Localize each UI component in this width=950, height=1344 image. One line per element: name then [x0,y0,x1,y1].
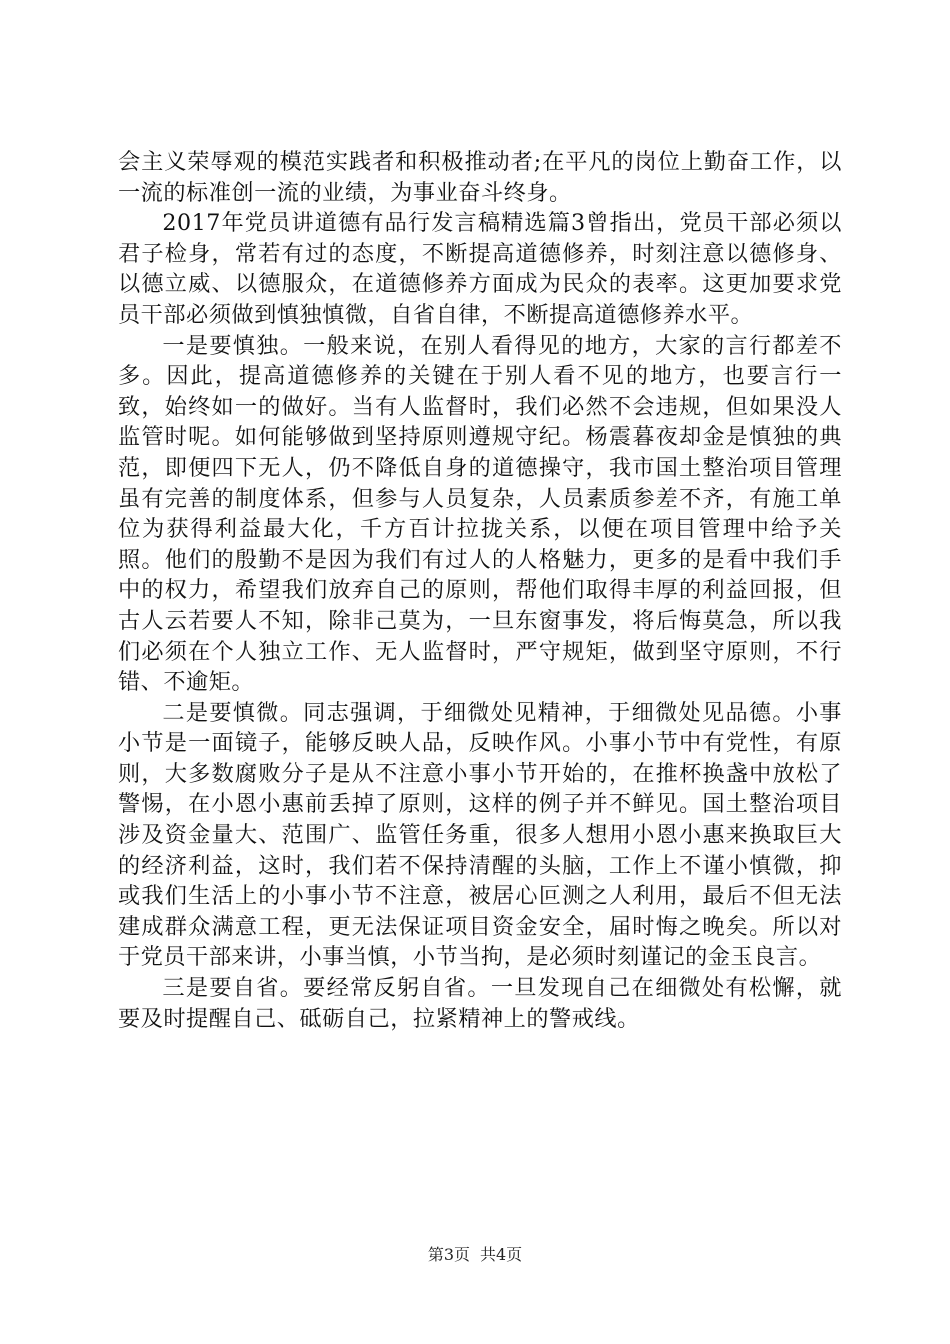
paragraph: 三是要自省。要经常反躬自省。一旦发现自己在细微处有松懈，就要及时提醒自己、砥砺自己，拉紧精神上的警戒线。 [118,975,842,1032]
paragraph: 一是要慎独。一般来说，在别人看得见的地方，大家的言行都差不多。因此，提高道德修养的关键在于别人看不见的地方，也要言行一致，始终如一的做好。当有人监督时，我们必然不会违规，但如果没人监管时呢。如何能够做到坚持原则遵规守纪。杨震暮夜却金是慎独的典范，即便四下无人，仍不降低自身的道德操守，我市国土整治项目管理虽有完善的制度体系，但参与人员复杂，人员素质参差不齐，有施工单位为获得利益最大化，千方百计拉拢关系，以便在项目管理中给予关照。他们的殷勤不是因为我们有过人的人格魅力，更多的是看中我们手中的权力，希望我们放弃自己的原则，帮他们取得丰厚的利益回报，但古人云若要人不知，除非己莫为，一旦东窗事发，将后悔莫急，所以我们必须在个人独立工作、无人监督时，严守规矩，做到坚守原则，不行错、不逾矩。 [118,332,842,696]
paragraph: 二是要慎微。同志强调，于细微处见精神，于细微处见品德。小事小节是一面镜子，能够反映人品，反映作风。小事小节中有党性，有原则，大多数腐败分子是从不注意小事小节开始的，在推杯换盏中放松了警惕，在小恩小惠前丢掉了原则，这样的例子并不鲜见。国土整治项目涉及资金量大、范围广、监管任务重，很多人想用小恩小惠来换取巨大的经济利益，这时，我们若不保持清醒的头脑，工作上不谨小慎微，抑或我们生活上的小事小节不注意，被居心叵测之人利用，最后不但无法建成群众满意工程，更无法保证项目资金安全，届时悔之晚矣。所以对于党员干部来讲，小事当慎，小节当拘，是必须时刻谨记的金玉良言。 [118,699,842,971]
page-number: 第3页 [427,1245,470,1264]
paragraph: 2017年党员讲道德有品行发言稿精选篇3曾指出，党员干部必须以君子检身，常若有过的态度，不断提高道德修养，时刻注意以德修身、以德立威、以德服众，在道德修养方面成为民众的表率。这更加要求党员干部必须做到慎独慎微，自省自律，不断提高道德修养水平。 [118,210,842,328]
paragraph: 会主义荣辱观的模范实践者和积极推动者;在平凡的岗位上勤奋工作，以一流的标准创一流的业绩，为事业奋斗终身。 [118,149,842,206]
page-total: 共4页 [480,1245,523,1264]
page-footer [0,1244,950,1266]
document-body [118,147,842,1034]
